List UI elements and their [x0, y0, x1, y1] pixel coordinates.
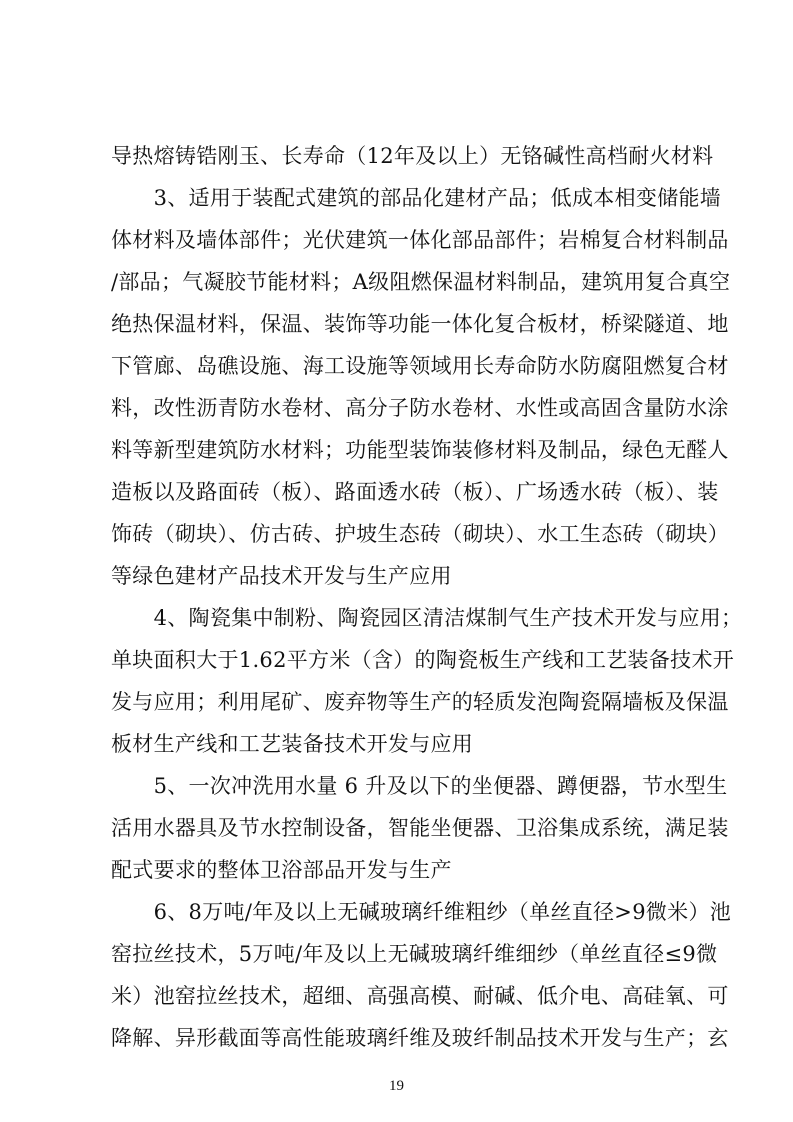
- paragraph-line-5: 绝热保温材料，保温、装饰等功能一体化复合板材，桥梁隧道、地: [111, 312, 729, 336]
- paragraph-line-3: 体材料及墙体部件；光伏建筑一体化部品部件；岩棉复合材料制品: [111, 228, 729, 252]
- paragraph-line-7: 料，改性沥青防水卷材、高分子防水卷材、水性或高固含量防水涂: [111, 396, 729, 420]
- page-number: 19: [389, 1078, 404, 1094]
- paragraph-line-16: 5、一次冲洗用水量 6 升及以下的坐便器、蹲便器，节水型生: [111, 774, 728, 798]
- paragraph-line-14: 发与应用；利用尾矿、废弃物等生产的轻质发泡陶瓷隔墙板及保温: [111, 690, 729, 714]
- paragraph-line-10: 饰砖（砌块）、仿古砖、护坡生态砖（砌块）、水工生态砖（砌块）: [111, 522, 729, 546]
- paragraph-line-21: 米）池窑拉丝技术，超细、高强高模、耐碱、低介电、高硅氧、可: [111, 984, 729, 1008]
- paragraph-line-19: 6、8万吨/年及以上无碱玻璃纤维粗纱（单丝直径>9微米）池: [111, 900, 732, 924]
- paragraph-line-15: 板材生产线和工艺装备技术开发与应用: [111, 732, 474, 756]
- paragraph-line-4: /部品；气凝胶节能材料；A级阻燃保温材料制品，建筑用复合真空: [111, 270, 731, 294]
- paragraph-line-12: 4、陶瓷集中制粉、陶瓷园区清洁煤制气生产技术开发与应用；: [111, 606, 743, 630]
- paragraph-line-1: 导热熔铸锆刚玉、长寿命（12年及以上）无铬碱性高档耐火材料: [111, 144, 714, 168]
- paragraph-line-13: 单块面积大于1.62平方米（含）的陶瓷板生产线和工艺装备技术开: [111, 648, 735, 672]
- paragraph-line-18: 配式要求的整体卫浴部品开发与生产: [111, 858, 452, 882]
- paragraph-line-6: 下管廊、岛礁设施、海工设施等领域用长寿命防水防腐阻燃复合材: [111, 354, 729, 378]
- paragraph-line-22: 降解、异形截面等高性能玻璃纤维及玻纤制品技术开发与生产；玄: [111, 1026, 729, 1050]
- paragraph-line-8: 料等新型建筑防水材料；功能型装饰装修材料及制品，绿色无醛人: [111, 438, 729, 462]
- paragraph-line-20: 窑拉丝技术，5万吨/年及以上无碱玻璃纤维细纱（单丝直径≤9微: [111, 942, 718, 966]
- paragraph-line-11: 等绿色建材产品技术开发与生产应用: [111, 564, 452, 588]
- paragraph-line-17: 活用水器具及节水控制设备，智能坐便器、卫浴集成系统，满足装: [111, 816, 729, 840]
- paragraph-line-9: 造板以及路面砖（板）、路面透水砖（板）、广场透水砖（板）、装: [111, 480, 719, 504]
- paragraph-line-2: 3、适用于装配式建筑的部品化建材产品；低成本相变储能墙: [111, 186, 722, 210]
